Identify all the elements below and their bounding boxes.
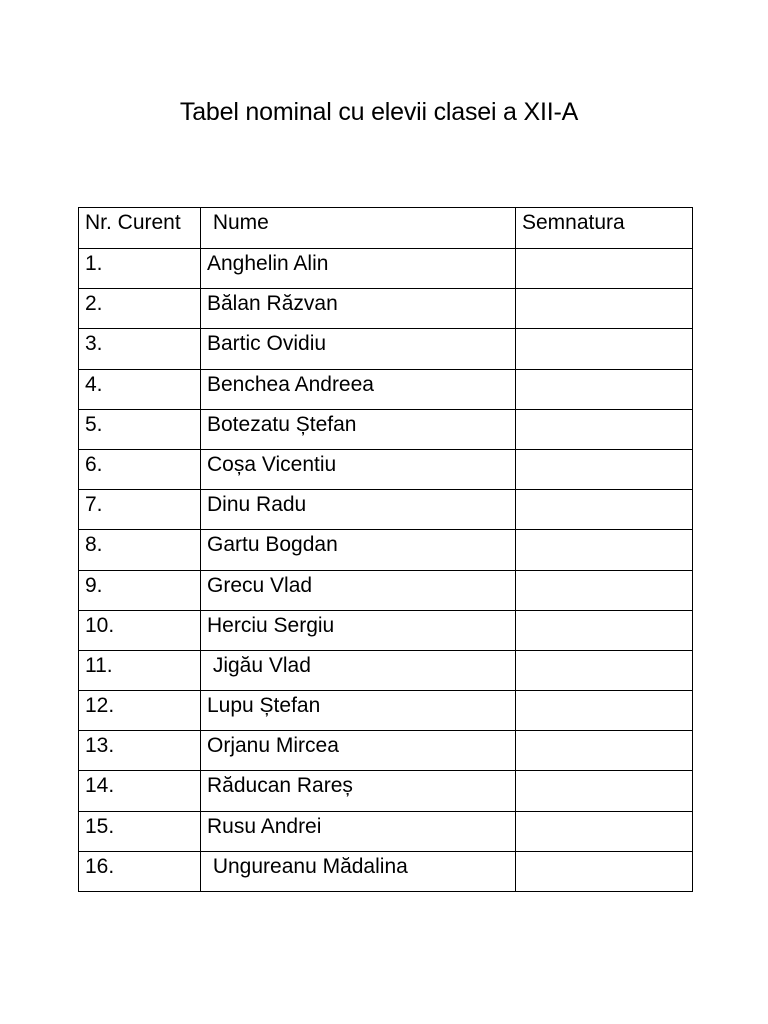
header-nume: Nume xyxy=(201,208,516,249)
cell-signature[interactable] xyxy=(516,731,693,771)
cell-nr: 5. xyxy=(79,409,201,449)
table-row xyxy=(79,490,693,530)
cell-signature[interactable] xyxy=(516,771,693,811)
table-row xyxy=(79,369,693,409)
table-body xyxy=(79,249,693,892)
cell-signature[interactable] xyxy=(516,811,693,851)
cell-nr: 13. xyxy=(79,731,201,771)
table-row xyxy=(79,731,693,771)
table-row xyxy=(79,811,693,851)
table-row xyxy=(79,289,693,329)
cell-signature[interactable] xyxy=(516,570,693,610)
cell-nr: 14. xyxy=(79,771,201,811)
cell-nr: 6. xyxy=(79,449,201,489)
cell-nr: 8. xyxy=(79,530,201,570)
cell-nr: 9. xyxy=(79,570,201,610)
cell-nr: 4. xyxy=(79,369,201,409)
table-row xyxy=(79,771,693,811)
cell-signature[interactable] xyxy=(516,449,693,489)
cell-signature[interactable] xyxy=(516,530,693,570)
cell-signature[interactable] xyxy=(516,409,693,449)
cell-name: Bălan Răzvan xyxy=(201,289,516,329)
cell-name: Răducan Rareș xyxy=(201,771,516,811)
cell-name: Lupu Ștefan xyxy=(201,691,516,731)
cell-signature[interactable] xyxy=(516,369,693,409)
cell-signature[interactable] xyxy=(516,289,693,329)
table-row xyxy=(79,570,693,610)
cell-name: Jigău Vlad xyxy=(201,650,516,690)
cell-signature[interactable] xyxy=(516,691,693,731)
table-row xyxy=(79,851,693,891)
cell-nr: 10. xyxy=(79,610,201,650)
cell-nr: 2. xyxy=(79,289,201,329)
table-row xyxy=(79,409,693,449)
cell-name: Botezatu Ștefan xyxy=(201,409,516,449)
header-nr-curent: Nr. Curent xyxy=(79,208,201,249)
cell-signature[interactable] xyxy=(516,490,693,530)
cell-signature[interactable] xyxy=(516,851,693,891)
cell-nr: 7. xyxy=(79,490,201,530)
cell-signature[interactable] xyxy=(516,249,693,289)
student-roster-table xyxy=(78,207,693,892)
cell-nr: 1. xyxy=(79,249,201,289)
cell-nr: 11. xyxy=(79,650,201,690)
cell-nr: 12. xyxy=(79,691,201,731)
cell-signature[interactable] xyxy=(516,650,693,690)
cell-name: Gartu Bogdan xyxy=(201,530,516,570)
cell-name: Rusu Andrei xyxy=(201,811,516,851)
table-row xyxy=(79,691,693,731)
table-row xyxy=(79,530,693,570)
cell-name: Grecu Vlad xyxy=(201,570,516,610)
cell-nr: 16. xyxy=(79,851,201,891)
cell-nr: 3. xyxy=(79,329,201,369)
cell-nr: 15. xyxy=(79,811,201,851)
header-semnatura: Semnatura xyxy=(516,208,693,249)
table-row xyxy=(79,249,693,289)
page-title: Tabel nominal cu elevii clasei a XII-A xyxy=(179,98,579,126)
cell-signature[interactable] xyxy=(516,610,693,650)
table-row xyxy=(79,650,693,690)
table-row xyxy=(79,329,693,369)
cell-name: Ungureanu Mădalina xyxy=(201,851,516,891)
table-row xyxy=(79,610,693,650)
cell-name: Dinu Radu xyxy=(201,490,516,530)
cell-name: Coșa Vicentiu xyxy=(201,449,516,489)
table-header-row xyxy=(79,208,693,249)
cell-name: Herciu Sergiu xyxy=(201,610,516,650)
cell-name: Bartic Ovidiu xyxy=(201,329,516,369)
cell-name: Anghelin Alin xyxy=(201,249,516,289)
table-row xyxy=(79,449,693,489)
cell-name: Orjanu Mircea xyxy=(201,731,516,771)
cell-signature[interactable] xyxy=(516,329,693,369)
cell-name: Benchea Andreea xyxy=(201,369,516,409)
